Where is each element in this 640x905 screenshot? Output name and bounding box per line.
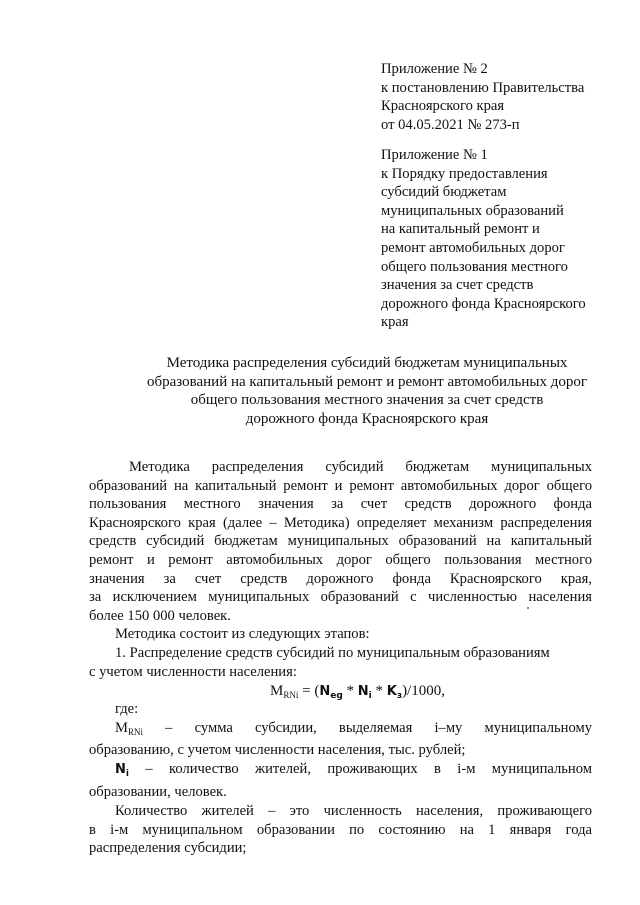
intro-line: Методика распределения субсидий бюджетам муниципальных bbox=[129, 459, 592, 475]
intro-line: ремонт и ремонт автомобильных дорог общего пользования местного bbox=[89, 551, 592, 568]
formula-times-1: * bbox=[342, 683, 358, 699]
formula-times-2: * bbox=[371, 683, 387, 699]
title-line: образований на капитальный ремонт и ремонт автомобильных дорог bbox=[146, 373, 588, 390]
intro-line: пользования местного значения за счет средств дорожного фонда bbox=[89, 496, 592, 513]
intro-line: более 150 000 человек. bbox=[89, 607, 231, 624]
subsidy-formula bbox=[270, 683, 445, 701]
formula-k-sub: з bbox=[396, 691, 403, 701]
formula-n-i: N bbox=[357, 684, 369, 699]
where-label: где: bbox=[115, 701, 139, 717]
stages-intro: Методика состоит из следующих этапов: bbox=[115, 626, 370, 643]
appendix-1-line: дорожного фонда Красноярского bbox=[381, 295, 586, 312]
def-m-line-2: образованию, с учетом численности населения, тыс. рублей; bbox=[89, 742, 466, 759]
appendix-1-line: субсидий бюджетам bbox=[381, 184, 507, 201]
appendix-1-line: на капитальный ремонт и bbox=[381, 221, 540, 238]
appendix-1-line: к Порядку предоставления bbox=[381, 165, 548, 182]
document-title bbox=[96, 354, 638, 428]
def-m-text: – сумма субсидии, выделяемая i–му муниципальному bbox=[165, 719, 592, 736]
appendix-2-line: Приложение № 2 bbox=[381, 61, 488, 77]
title-line: общего пользования местного значения за счет средств bbox=[190, 392, 544, 408]
formula-tail: )/1000, bbox=[402, 683, 445, 699]
intro-line: Красноярского края (далее – Методика) определяет механизм распределения bbox=[89, 514, 592, 531]
appendix-2-line: к постановлению Правительства bbox=[381, 79, 585, 96]
appendix-2-line: Красноярского края bbox=[381, 98, 505, 115]
appendix-1-line: муниципальных образований bbox=[381, 202, 564, 219]
formula-n-eg: N bbox=[319, 684, 331, 699]
formula-n-eg-sub: eg bbox=[330, 691, 343, 701]
def-m-sub: RNi bbox=[127, 726, 143, 737]
residents-line: распределения субсидии; bbox=[89, 840, 247, 857]
appendix-1-line: Приложение № 1 bbox=[381, 147, 488, 163]
residents-line: в i-м муниципальном образовании по состоянию на 1 января года bbox=[89, 821, 592, 838]
def-n-symbol: N bbox=[115, 761, 126, 777]
intro-line: значения за счет средств дорожного фонда Красноярского края, bbox=[89, 570, 592, 587]
intro-line: за исключением муниципальных образований с численностью населения bbox=[89, 589, 592, 606]
def-m-symbol: M bbox=[115, 719, 128, 736]
def-m-line bbox=[89, 719, 592, 742]
formula-eq: = ( bbox=[298, 683, 320, 699]
intro-line: образований на капитальный ремонт и ремонт автомобильных дорог общего bbox=[89, 477, 592, 494]
appendix-2-header bbox=[381, 60, 584, 134]
intro-line: средств субсидий бюджетам муниципальных образований на капитальный bbox=[89, 533, 592, 550]
appendix-2-line: от 04.05.2021 № 273-п bbox=[381, 116, 520, 133]
stage-1-line: с учетом численности населения: bbox=[89, 663, 297, 680]
title-line: Методика распределения субсидий бюджетам муниципальных bbox=[166, 355, 568, 371]
def-n-line-2: образовании, человек. bbox=[89, 784, 227, 801]
formula-lhs-sub: RNi bbox=[283, 690, 299, 700]
title-line: дорожного фонда Красноярского края bbox=[245, 410, 489, 427]
def-n-text: – количество жителей, проживающих в i-м муниципальном bbox=[145, 760, 592, 777]
appendix-1-header bbox=[381, 146, 586, 332]
residents-line: Количество жителей – это численность населения, проживающего bbox=[115, 802, 592, 819]
formula-n-i-sub: i bbox=[368, 691, 372, 701]
appendix-1-line: края bbox=[381, 314, 409, 331]
scan-speck bbox=[527, 607, 529, 609]
appendix-1-line: общего пользования местного bbox=[381, 258, 568, 275]
def-n-sub: i bbox=[125, 768, 129, 779]
document-body bbox=[89, 458, 592, 681]
formula-lhs: M bbox=[270, 683, 284, 699]
formula-k: K bbox=[386, 684, 397, 699]
stage-1-line: 1. Распределение средств субсидий по муниципальным образованиям bbox=[115, 644, 550, 661]
definitions-block bbox=[89, 700, 592, 858]
appendix-1-line: значения за счет средств bbox=[381, 277, 534, 294]
appendix-1-line: ремонт автомобильных дорог bbox=[381, 239, 565, 256]
def-n-line bbox=[89, 760, 592, 784]
